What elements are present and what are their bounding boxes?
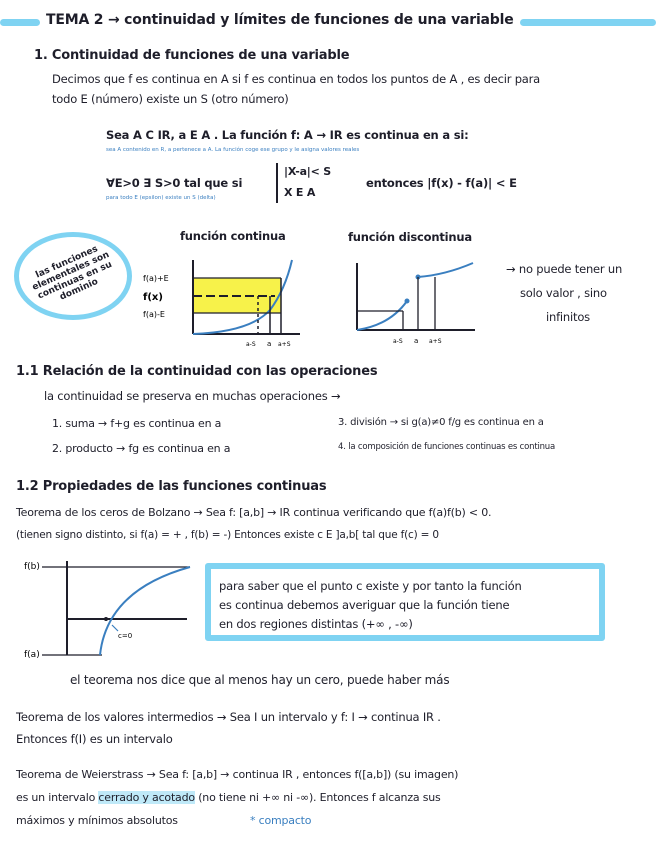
root-arrow: [112, 625, 118, 631]
weierstrass-line-2: [16, 790, 441, 805]
label-fb: f(b): [24, 562, 40, 572]
operation-item-4: 4. la composición de funciones continuas es continua: [338, 442, 555, 452]
section-1-line-1: Decimos que f es continua en A si f es continua en todos los puntos de A , es decir para: [52, 72, 541, 86]
definition-note-1: sea A contenido en R, a pertenece a A. La función coge ese grupo y le asigna valores reales: [106, 147, 360, 153]
compact-note: * compacto: [250, 814, 312, 827]
y-label-lower: f(a)-E: [143, 310, 165, 319]
title-decoration-left: [0, 19, 40, 26]
y-label-fx: f(x): [143, 292, 163, 303]
box-line-3: en dos regiones distintas (+∞ , -∞): [219, 617, 413, 631]
discontinuous-function-graph: [345, 255, 485, 355]
side-note-line-3: infinitos: [546, 310, 590, 324]
elementary-functions-badge: [14, 232, 132, 320]
intermediate-theorem-line-2: Entonces f(I) es un intervalo: [16, 732, 173, 746]
label-c: c=0: [118, 632, 133, 640]
weierstrass-line-2-pre: es un intervalo: [16, 791, 99, 804]
bolzano-graph: [22, 555, 197, 665]
bolzano-curve: [100, 567, 190, 655]
definition-line-1: Sea A C IR, a E A . La función f: A → IR es continua en a si:: [106, 128, 469, 142]
discontinuous-graph-title: función discontinua: [348, 230, 472, 244]
box-line-2: es continua debemos averiguar que la función tiene: [219, 598, 510, 612]
x-label-a-minus-delta: a-S: [393, 338, 403, 345]
badge-text: las funciones elementales son continuas en su dominio: [30, 244, 114, 303]
weierstrass-line-3: máximos y mínimos absolutos: [16, 814, 178, 827]
weierstrass-line-1: Teorema de Weierstrass → Sea f: [a,b] → continua IR , entonces f([a,b]) (su imagen): [16, 768, 459, 781]
side-note-line-2: solo valor , sino: [520, 286, 607, 300]
section-1-line-2: todo E (número) existe un S (otro número): [52, 92, 289, 106]
definition-line-2-left: ∀E>0 ∃ S>0 tal que si: [106, 176, 243, 190]
x-label-a: a: [267, 340, 272, 348]
right-branch: [418, 263, 473, 277]
condition-2: X E A: [284, 186, 316, 199]
weierstrass-line-2-post: (no tiene ni +∞ ni -∞). Entonces f alcanza sus: [194, 791, 441, 804]
bolzano-line-2: (tienen signo distinto, si f(a) = + , f(b) = -) Entonces existe c E ]a,b[ tal que f(c) = 0: [16, 529, 439, 541]
operation-item-3: 3. división → si g(a)≠0 f/g es continua en a: [338, 417, 544, 428]
continuous-graph-title: función continua: [180, 229, 286, 243]
label-fa: f(a): [24, 650, 40, 660]
title-decoration-right: [520, 19, 656, 26]
definition-line-2-right: entonces |f(x) - f(a)| < E: [366, 176, 517, 190]
section-1-1-heading: 1.1 Relación de la continuidad con las operaciones: [16, 364, 378, 379]
condition-1: |X-a|< S: [284, 165, 331, 178]
box-line-1: para saber que el punto c existe y por tanto la función: [219, 579, 522, 593]
definition-note-2: para todo E (epsilon) existe un S (delta): [106, 195, 216, 201]
intermediate-theorem-line-1: Teorema de los valores intermedios → Sea I un intervalo y f: I → continua IR .: [16, 710, 441, 724]
section-1-1-intro: la continuidad se preserva en muchas operaciones →: [44, 389, 341, 403]
bolzano-line-1: Teorema de los ceros de Bolzano → Sea f: [a,b] → IR continua verificando que f(a)f(b) < 0.: [16, 506, 492, 519]
page-title: TEMA 2 → continuidad y límites de funciones de una variable: [46, 12, 514, 28]
weierstrass-highlight: cerrado y acotado: [98, 791, 195, 804]
at-least-one-zero-note: el teorema nos dice que al menos hay un cero, puede haber más: [70, 673, 450, 687]
left-branch: [357, 301, 407, 330]
operation-item-2: 2. producto → fg es continua en a: [52, 442, 231, 455]
x-label-a-minus-delta: a-S: [246, 341, 256, 348]
left-endpoint: [405, 299, 410, 304]
section-1-2-heading: 1.2 Propiedades de las funciones continuas: [16, 479, 327, 494]
side-note-line-1: → no puede tener un: [506, 262, 623, 276]
x-label-a-plus-delta: a+S: [278, 341, 291, 348]
x-label-a: a: [414, 337, 419, 345]
section-1-heading: 1. Continuidad de funciones de una variable: [34, 48, 350, 63]
operation-item-1: 1. suma → f+g es continua en a: [52, 417, 222, 430]
continuous-function-graph: [140, 250, 310, 350]
cases-brace: [276, 163, 281, 203]
root-point: [104, 617, 108, 621]
x-label-a-plus-delta: a+S: [429, 338, 442, 345]
y-label-upper: f(a)+E: [143, 274, 169, 283]
bolzano-explanation-box: [205, 563, 605, 641]
